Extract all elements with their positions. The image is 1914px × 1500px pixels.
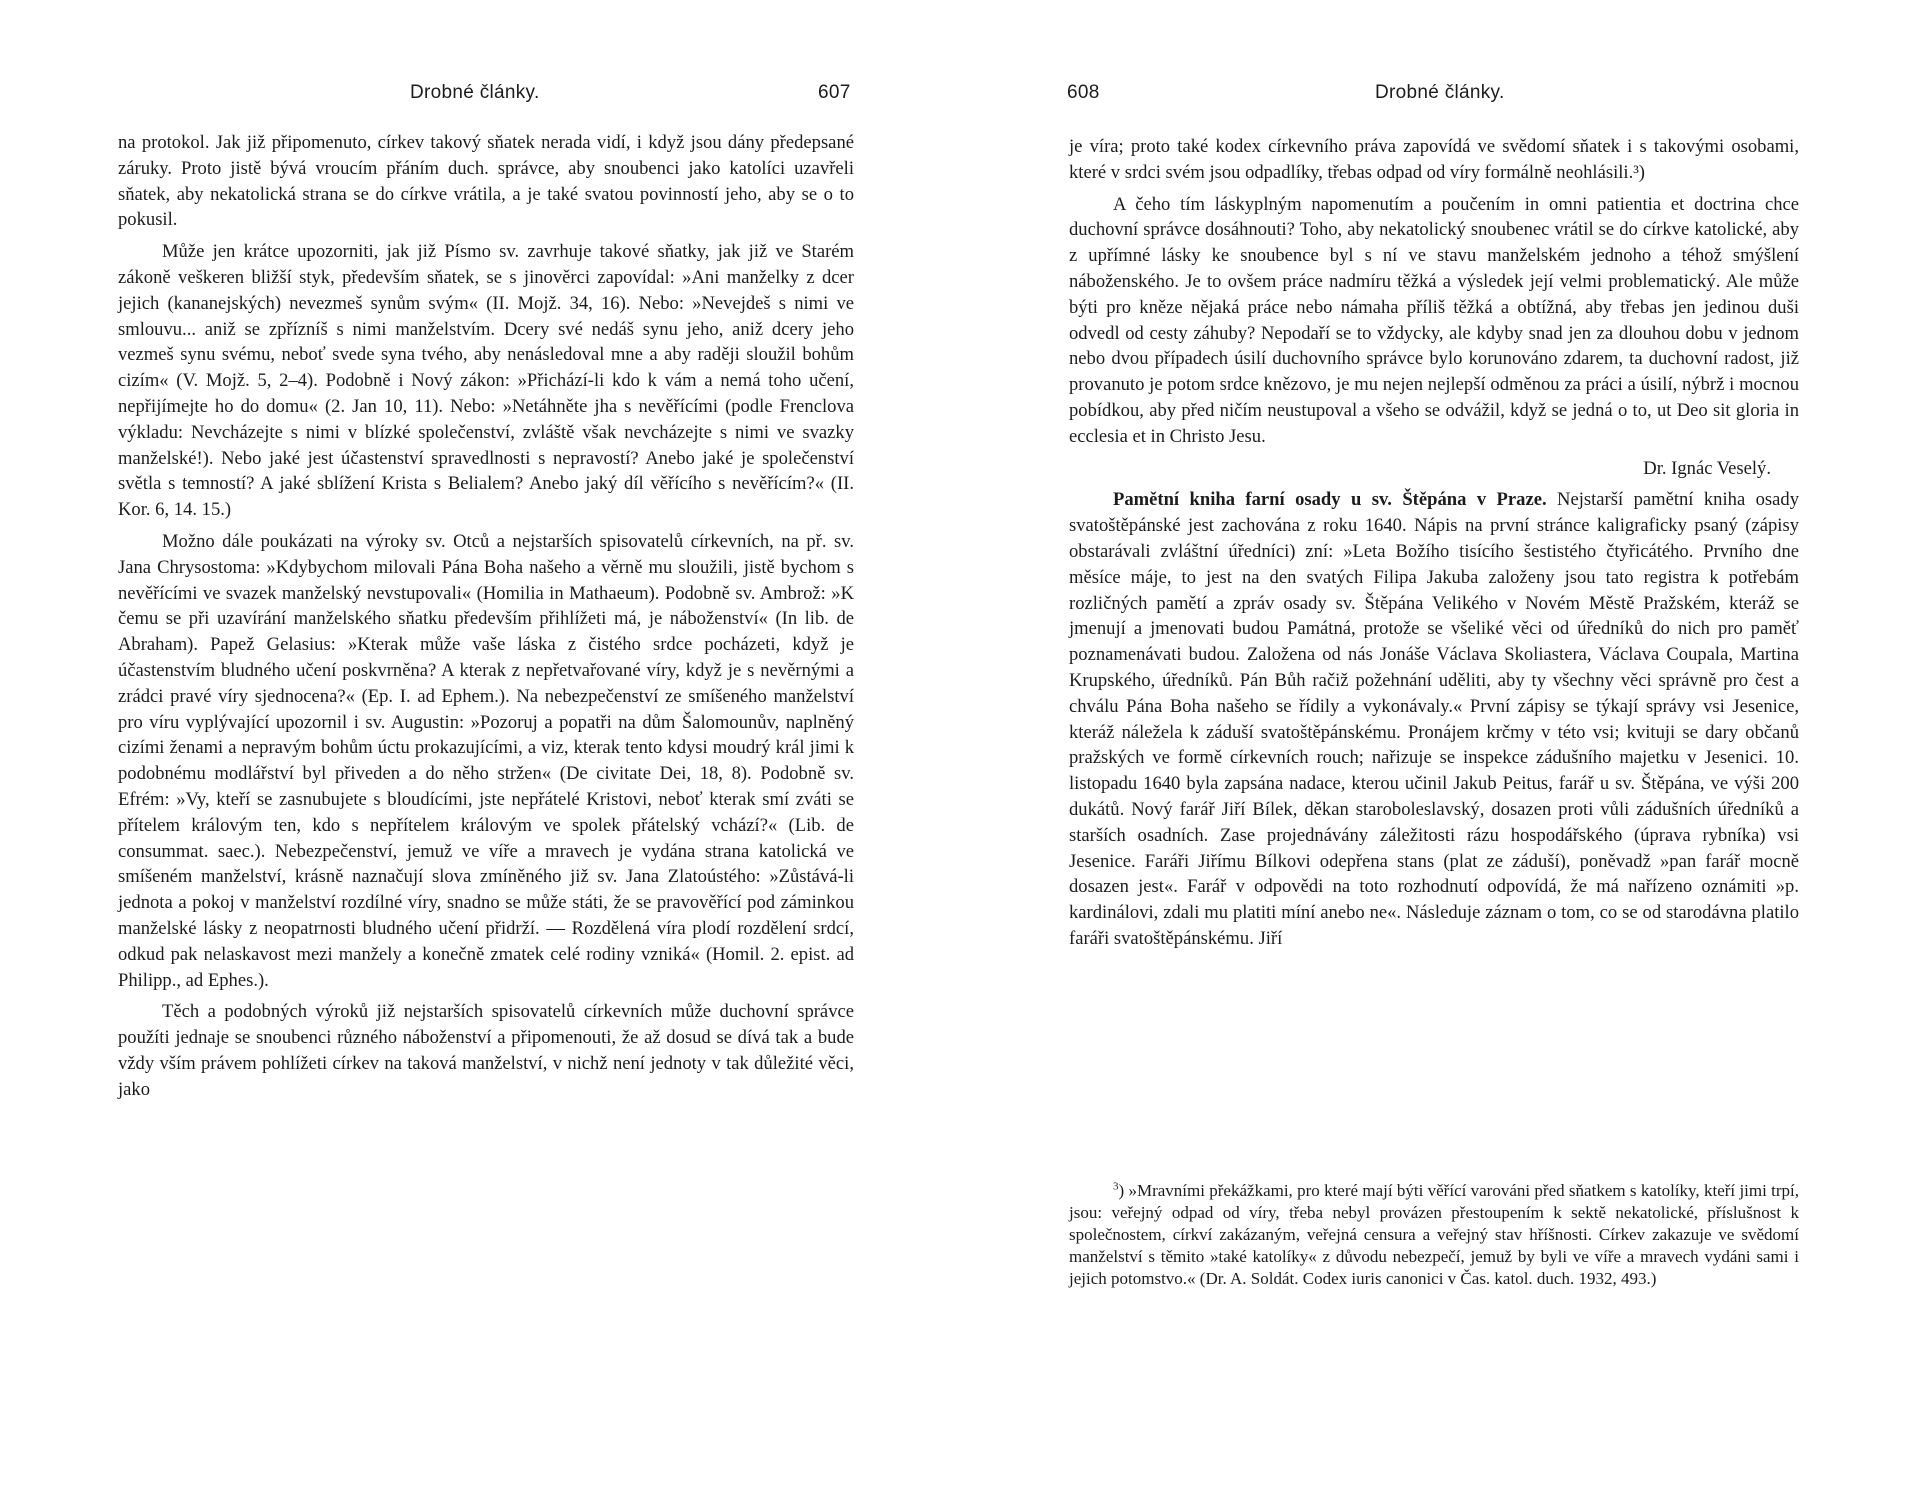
paragraph: Může jen krátce upozorniti, jak již Písmo sv. zavrhuje takové sňatky, jak již ve Starém zákoně veškeren bližší styk, především sňatek, se s jinověrci zapovídal: »Ani manželky z dcer jejich (kananejských) nevezmeš synům svým« (II. Mojž. 34, 16). Nebo: »Nevejdeš s nimi ve smlouvu... aniž se zpřízníš s nimi manželstvím. Dcery své nedáš synu jeho, aniž dcery jeho vezmeš synu svému, neboť svede syna tvého, aby nenásledoval mne a aby raději sloužil bohům cizím« (V. Mojž. 5, 2–4). Podobně i Nový zákon: »Přichází-li kdo k vám a nemá toho učení, nepřijímejte ho do domu« (2. Jan 10, 11). Nebo: »Netáhněte jha s nevěřícími (podle Frenclova výkladu: Nevcházejte s nimi v blízké společenství, zvláště však nevcházejte s nimi ve svazky manželské!). Nebo jaké jest účastenství spravedlnosti s nepravostí? Anebo jaké je společenství světla s temností? A jaké sblížení Krista s Belialem? Anebo jaký díl věřícího s nevěřícím?« (II. Kor. 6, 14. 15.): [118, 241, 854, 521]
paragraph: Možno dále poukázati na výroky sv. Otců a nejstarších spisovatelů církevních, na př. sv. Jana Chrysostoma: »Kdybychom milovali Pána Boha našeho a věrně mu sloužili, jistě bychom s nevěřícími ve svazek manželský nevstupovali« (Homilia in Mathaeum). Podobně sv. Ambrož: »K čemu se při uzavírání manželského sňatku především přihlížeti má, je náboženství« (In lib. de Abraham). Papež Gelasius: »Kterak může vaše láska z čistého srdce pocházeti, když je účastenstvím bludného učení poskvrněna? A kterak z nepřetvařované víry, když je s nevěrnými a zrádci pravé víry sjednocena?« (Ep. I. ad Ephem.). Na nebezpečenství ze smíšeného manželství pro víru vyplývající upozornil i sv. Augustin: »Pozoruj a popatři na dům Šalomounův, naplněný cizími ženami a nepravým bohům úctu prokazujícími, a viz, kterak tento kdysi moudrý král jimi k podobnému modlářství byl přiveden a do něho stržen« (De civitate Dei, 18, 8). Podobně sv. Efrém: »Vy, kteří se zasnubujete s bloudícími, jste nepřátelé Kristovi, neboť kterak smí zváti se přítelem královým ten, kdo s nepřítelem královým ve spolek přátelský vchází?« (Lib. de consummat. saec.). Nebezpečenství, jemuž ve víře a mravech je vydána strana katolická ve smíšeném manželství, krásně naznačují slova zmíněného již sv. Jana Zlatoústého: »Zůstává-li jednota a pokoj v manželství rozdílné víry, snadno se může státi, že se pravověřící pod záminkou manželské lásky z neopatrnosti bludného učení přidrží. — Rozdělená víra plodí rozdělení srdcí, odkud pak nelaskavost mezi manžely a konečně zmatek celé rodiny vzniká« (Homil. 2. epist. ad Philipp., ad Ephes.).: [118, 530, 854, 991]
paragraph: A čeho tím láskyplným napomenutím a poučením in omni patientia et doctrina chce duchovní správce dosáhnouti? Toho, aby nekatolický snoubenec vrátil se do církve katolické, aby z upřímné lásky ke snoubence byl s ní ve stavu manželském jednoho a téhož smýšlení náboženského. Je to ovšem práce nadmíru těžká a výsledek její velmi problematický. Ale může býti pro kněze nějaká práce nebo námaha příliš těžká a obtížná, aby třebas jen jedinou duši odvedl od cesty záhuby? Nepodaří se to vždycky, ale kdyby snad jen za dlouhou dobu v jednom nebo dvou případech úsilí duchovního správce bylo korunováno zdarem, ta duchovní radost, již provanuto je potom srdce knězovo, je mu nejen nejlepší odměnou za práci a úsilí, nýbrž i mocnou pobídkou, aby před ničím neustupoval a všeho se odvážil, když se jedná o to, ut Deo sit gloria in ecclesia et in Christo Jesu.: [1069, 193, 1799, 447]
article-paragraph: [1069, 487, 1799, 951]
article-text: Nejstarší pamětní kniha osady svatoštěpánské jest zachována z roku 1640. Nápis na první stránce kaligraficky psaný (zápisy obstarávali zvláštní úředníci) zní: »Leta Božího tisícího šestistého čtyřicátého. Prvního dne měsíce máje, to jest na den svatých Filipa Jakuba založeny jsou tato registra k potřebám rozličných pamětí a zpráv osady sv. Štěpána Velikého v Novém Městě Pražském, kteráž se jmenují a jmenovati budou Památná, protože se všeliké věci od úředníků do nich pro paměť poznamenávati budou. Založena od nás Jonáše Václava Skoliastera, Václava Coupala, Martina Krupského, úředníků. Pán Bůh račiž požehnání uděliti, aby ty všechny věci správně pro čest a chválu Pána Boha našeho se řídily a vykonávaly.« První zápisy se týkají správy vsi Jesenice, kteráž náležela k záduší svatoštěpánskému. Pronájem krčmy v této vsi; kvituji se dary občanů pražských ve formě církevních rouch; nařizuje se inspekce zádušního majetku v Jesenici. 10. listopadu 1640 byla zapsána nadace, kterou učinil Jakub Peitus, farář u sv. Štěpána, ve výši 200 dukátů. Nový farář Jiří Bílek, děkan staroboleslavský, dosazen proti vůli zádušních úředníků a starších osadních. Zase projednávány záležitosti rázu hospodářského (úprava rybníka) vsi Jesenice. Faráři Jiřímu Bílkovi odepřena stans (plat ze záduší), poněvadž »pan farář mocně dosazen jest«. Farář v odpovědi na toto rozhodnutí odpovídá, že má nařízeno oznámiti »p. kardinálovi, zdali mu platiti míní anebo ne«. Následuje záznam o tom, co se od starodávna platilo faráři svatoštěpánskému. Jiří: [1069, 489, 1799, 949]
page-number: 607: [818, 82, 851, 103]
running-title: Drobné články.: [1375, 82, 1505, 103]
author-signature: Dr. Ignác Veselý.: [1643, 457, 1771, 479]
article-title: Pamětní kniha farní osady u sv. Štěpána v Praze.: [1113, 489, 1547, 511]
paragraph: na protokol. Jak již připomenuto, církev takový sňatek nerada vidí, i když jsou dány předepsané záruky. Proto jistě bývá vroucím přáním duch. správce, aby snoubenci jako katolíci uzavřeli sňatek, aby nekatolická strana se do církve vrátila, a je také svatou povinností jeho, aby se o to pokusil.: [118, 132, 854, 231]
footnote: [1069, 1180, 1799, 1290]
paragraph: Těch a podobných výroků již nejstarších spisovatelů církevních může duchovní správce použíti jednaje se snoubenci různého náboženství a připomenouti, že až dosud se dívá tak a bude vždy vším právem pohlížeti církev na taková manželství, v nichž není jednoty v tak důležité věci, jako: [118, 1001, 854, 1100]
footnote-text: ) »Mravními překážkami, pro které mají býti věřící varováni před sňatkem s katolíky, kteří jimi trpí, jsou: veřejný odpad od víry, třeba nebyl provázen přestoupením k sektě nekatolické, příslušnost k společnostem, církví zakázaným, veřejná censura a veřejný stav hříšnosti. Církev zakazuje ve svědomí manželství s těmito »také katolíky« z důvodu nebezpečí, jemuž by byli ve víře a mravech vydáni sami i jejich potomstvo.« (Dr. A. Soldát. Codex iuris canonici v Čas. katol. duch. 1932, 493.): [1069, 1181, 1799, 1288]
page-number: 608: [1067, 82, 1100, 103]
page-body: [1069, 134, 1799, 958]
right-page: [957, 0, 1914, 1500]
page-body: [118, 130, 854, 1108]
running-title: Drobné články.: [410, 82, 540, 103]
paragraph: je víra; proto také kodex církevního práva zapovídá ve svědomí sňatek i s takovými osobami, které v srdci svém jsou odpadlíky, třebas odpad od víry formálně neohlásili.³): [1069, 136, 1799, 183]
footnote-mark: 3: [1113, 1180, 1119, 1193]
